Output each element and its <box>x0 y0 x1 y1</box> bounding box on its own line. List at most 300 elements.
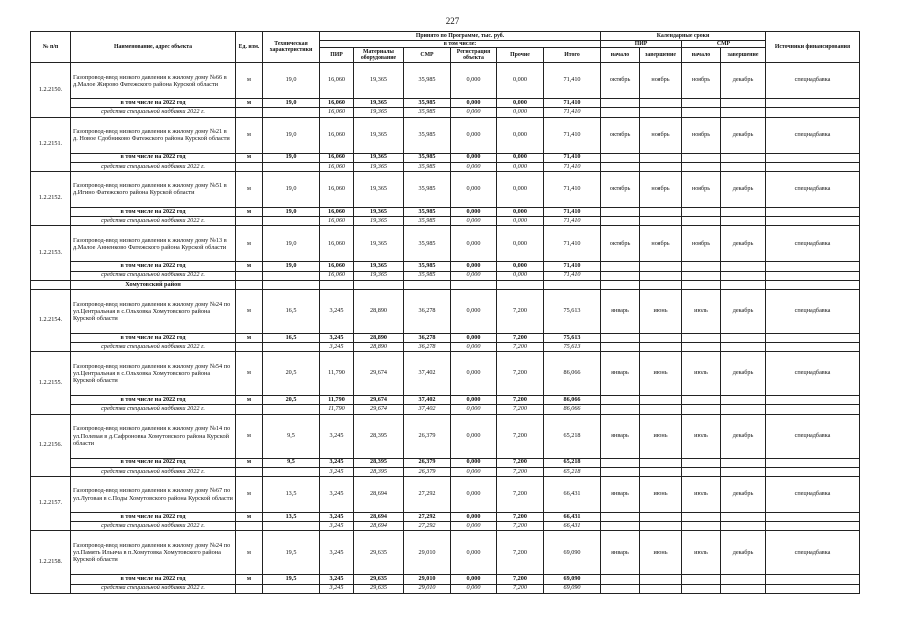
subtotal-tech-cell: 13,5 <box>263 513 320 522</box>
empty-cell <box>766 280 860 289</box>
empty-cell <box>682 396 721 405</box>
empty-cell <box>263 467 320 476</box>
header-unit: Ед. изм. <box>236 32 263 63</box>
reg-cell: 0,000 <box>451 414 497 458</box>
subtotal-label: в том числе на 2022 год <box>71 333 236 342</box>
subtotal-smr-cell: 37,402 <box>404 396 451 405</box>
page-number: 227 <box>445 16 460 26</box>
subtotal-mat-cell: 19,365 <box>354 153 404 162</box>
empty-cell <box>721 584 766 593</box>
subtotal-other-cell: 0,000 <box>497 262 544 271</box>
empty-cell <box>721 513 766 522</box>
subtotal-pir-cell: 16,060 <box>320 153 354 162</box>
total-cell: 86,066 <box>544 352 601 396</box>
subtotal-tech-cell: 16,5 <box>263 333 320 342</box>
materials-cell: 19,365 <box>354 171 404 207</box>
subtotal-total-cell: 71,410 <box>544 262 601 271</box>
empty-cell <box>354 280 404 289</box>
subtotal-tech-cell: 19,0 <box>263 262 320 271</box>
header-num: № п/п <box>31 32 71 63</box>
empty-cell <box>682 584 721 593</box>
subtotal-total-cell: 71,410 <box>544 99 601 108</box>
object-name: Газопровод-ввод низкого давления к жилому дому №67 по ул.Луговая в с.Поды Хомутовского района Курской области <box>71 477 236 513</box>
subtotal-mat-cell: 19,365 <box>354 99 404 108</box>
empty-cell <box>640 99 682 108</box>
total-cell: 71,410 <box>544 171 601 207</box>
empty-cell <box>640 405 682 414</box>
special-other-cell: 7,200 <box>497 343 544 352</box>
empty-cell <box>263 280 320 289</box>
subtotal-mat-cell: 29,674 <box>354 396 404 405</box>
empty-cell <box>721 108 766 117</box>
smr-cell: 35,985 <box>404 117 451 153</box>
empty-cell <box>601 584 640 593</box>
source-cell: спецнадбавка <box>766 171 860 207</box>
empty-cell <box>682 458 721 467</box>
empty-cell <box>721 271 766 280</box>
subtotal-smr-cell: 29,010 <box>404 575 451 584</box>
header-cal-pir: ПИР <box>601 41 682 48</box>
special-pir-cell: 16,060 <box>320 217 354 226</box>
subtotal-2022-row <box>31 153 860 162</box>
total-cell: 66,431 <box>544 477 601 513</box>
row-number: 1.2.2152. <box>31 171 71 225</box>
header-pir: ПИР <box>320 48 354 63</box>
empty-cell <box>640 207 682 216</box>
header-pir-end: завершение <box>640 48 682 63</box>
subtotal-unit-cell: м <box>236 99 263 108</box>
header-name: Наименование, адрес объекта <box>71 32 236 63</box>
subtotal-smr-cell: 35,985 <box>404 153 451 162</box>
subtotal-tech-cell: 9,5 <box>263 458 320 467</box>
subtotal-unit-cell: м <box>236 575 263 584</box>
total-cell: 71,410 <box>544 226 601 262</box>
row-number: 1.2.2151. <box>31 117 71 171</box>
header-total: Итого <box>544 48 601 63</box>
empty-cell <box>640 108 682 117</box>
empty-cell <box>640 467 682 476</box>
unit-cell: м <box>236 289 263 333</box>
subtotal-total-cell: 71,410 <box>544 207 601 216</box>
object-name: Газопровод-ввод низкого давления к жилому дому №14 по ул.Полевая в д.Сафроновка Хомутовского района Курской области <box>71 414 236 458</box>
empty-cell <box>236 217 263 226</box>
special-reg-cell: 0,000 <box>451 405 497 414</box>
empty-cell <box>721 522 766 531</box>
empty-cell <box>682 271 721 280</box>
empty-cell <box>766 333 860 342</box>
other-cell: 0,000 <box>497 117 544 153</box>
empty-cell <box>601 405 640 414</box>
special-total-cell: 86,066 <box>544 405 601 414</box>
pir-cell: 3,245 <box>320 414 354 458</box>
header-funds: Принято по Программе, тыс. руб. <box>320 32 601 41</box>
subtotal-2022-row <box>31 396 860 405</box>
subtotal-mat-cell: 28,395 <box>354 458 404 467</box>
subtotal-unit-cell: м <box>236 396 263 405</box>
subtotal-unit-cell: м <box>236 458 263 467</box>
unit-cell: м <box>236 352 263 396</box>
empty-cell <box>766 584 860 593</box>
smr-cell: 36,278 <box>404 289 451 333</box>
object-name: Газопровод-ввод низкого давления к жилому дому №66 в д.Малое Жирово Фатежского района Курской области <box>71 63 236 99</box>
header-cal-smr: СМР <box>682 41 766 48</box>
empty-cell <box>640 343 682 352</box>
row-number: 1.2.2155. <box>31 352 71 414</box>
special-fund-label: средства специальной надбавки 2022 г. <box>71 162 236 171</box>
special-fund-label: средства специальной надбавки 2022 г. <box>71 584 236 593</box>
empty-cell <box>682 99 721 108</box>
materials-cell: 28,890 <box>354 289 404 333</box>
subtotal-reg-cell: 0,000 <box>451 99 497 108</box>
empty-cell <box>263 271 320 280</box>
other-cell: 7,200 <box>497 352 544 396</box>
table-body <box>31 63 860 594</box>
pir-cell: 11,790 <box>320 352 354 396</box>
header-pir-start: начало <box>601 48 640 63</box>
subtotal-other-cell: 0,000 <box>497 153 544 162</box>
object-name: Газопровод-ввод низкого давления к жилому дому №51 в д.Игино Фатежского района Курской области <box>71 171 236 207</box>
pir-cell: 16,060 <box>320 226 354 262</box>
special-fund-row <box>31 162 860 171</box>
header-materials: Материалы оборудование <box>354 48 404 63</box>
pir-cell: 3,245 <box>320 289 354 333</box>
empty-cell <box>766 217 860 226</box>
empty-cell <box>640 513 682 522</box>
empty-cell <box>766 207 860 216</box>
header-calendar: Календарные сроки <box>601 32 766 41</box>
smr-end-cell: декабрь <box>721 63 766 99</box>
empty-cell <box>682 162 721 171</box>
special-other-cell: 0,000 <box>497 162 544 171</box>
special-smr-cell: 36,278 <box>404 343 451 352</box>
pir-start-cell: январь <box>601 414 640 458</box>
empty-cell <box>601 207 640 216</box>
subtotal-pir-cell: 11,790 <box>320 396 354 405</box>
empty-cell <box>640 522 682 531</box>
subtotal-total-cell: 66,431 <box>544 513 601 522</box>
empty-cell <box>601 280 640 289</box>
special-total-cell: 71,410 <box>544 162 601 171</box>
header-smr-start: начало <box>682 48 721 63</box>
subtotal-label: в том числе на 2022 год <box>71 458 236 467</box>
empty-cell <box>601 467 640 476</box>
empty-cell <box>721 405 766 414</box>
special-smr-cell: 26,379 <box>404 467 451 476</box>
empty-cell <box>601 343 640 352</box>
subtotal-pir-cell: 3,245 <box>320 333 354 342</box>
subtotal-pir-cell: 3,245 <box>320 458 354 467</box>
pir-end-cell: ноябрь <box>640 226 682 262</box>
pir-cell: 16,060 <box>320 63 354 99</box>
other-cell: 7,200 <box>497 414 544 458</box>
subtotal-label: в том числе на 2022 год <box>71 513 236 522</box>
subtotal-total-cell: 71,410 <box>544 153 601 162</box>
special-other-cell: 7,200 <box>497 522 544 531</box>
special-pir-cell: 3,245 <box>320 343 354 352</box>
smr-end-cell: декабрь <box>721 352 766 396</box>
empty-cell <box>682 108 721 117</box>
pir-start-cell: октябрь <box>601 226 640 262</box>
smr-start-cell: июль <box>682 477 721 513</box>
special-fund-label: средства специальной надбавки 2022 г. <box>71 108 236 117</box>
program-table-sheet <box>30 31 859 594</box>
unit-cell: м <box>236 414 263 458</box>
empty-cell <box>640 217 682 226</box>
pir-end-cell: июнь <box>640 352 682 396</box>
smr-end-cell: декабрь <box>721 171 766 207</box>
empty-cell <box>682 575 721 584</box>
subtotal-other-cell: 7,200 <box>497 396 544 405</box>
subtotal-reg-cell: 0,000 <box>451 207 497 216</box>
materials-cell: 19,365 <box>354 117 404 153</box>
smr-cell: 37,402 <box>404 352 451 396</box>
tech-cell: 20,5 <box>263 352 320 396</box>
empty-cell <box>766 162 860 171</box>
empty-cell <box>721 217 766 226</box>
empty-cell <box>721 280 766 289</box>
empty-cell <box>766 99 860 108</box>
subtotal-unit-cell: м <box>236 207 263 216</box>
tech-cell: 13,5 <box>263 477 320 513</box>
reg-cell: 0,000 <box>451 226 497 262</box>
subtotal-2022-row <box>31 575 860 584</box>
empty-cell <box>640 333 682 342</box>
empty-cell <box>236 467 263 476</box>
empty-cell <box>640 584 682 593</box>
special-reg-cell: 0,000 <box>451 271 497 280</box>
empty-cell <box>721 575 766 584</box>
smr-start-cell: ноябрь <box>682 171 721 207</box>
empty-cell <box>640 396 682 405</box>
empty-cell <box>236 280 263 289</box>
smr-start-cell: ноябрь <box>682 226 721 262</box>
empty-cell <box>682 333 721 342</box>
special-pir-cell: 3,245 <box>320 522 354 531</box>
empty-cell <box>640 162 682 171</box>
special-reg-cell: 0,000 <box>451 467 497 476</box>
empty-cell <box>236 343 263 352</box>
header-reg: Регистрация объекта <box>451 48 497 63</box>
subtotal-label: в том числе на 2022 год <box>71 396 236 405</box>
empty-cell <box>640 575 682 584</box>
special-other-cell: 0,000 <box>497 217 544 226</box>
row-number: 1.2.2154. <box>31 289 71 351</box>
special-mat-cell: 29,674 <box>354 405 404 414</box>
empty-cell <box>236 584 263 593</box>
tech-cell: 19,0 <box>263 226 320 262</box>
subtotal-total-cell: 75,613 <box>544 333 601 342</box>
empty-cell <box>451 280 497 289</box>
materials-cell: 29,635 <box>354 531 404 575</box>
subtotal-unit-cell: м <box>236 262 263 271</box>
source-cell: спецнадбавка <box>766 414 860 458</box>
subtotal-pir-cell: 3,245 <box>320 513 354 522</box>
header-tech: Техническая характеристики <box>263 32 320 63</box>
empty-cell <box>601 271 640 280</box>
subtotal-2022-row <box>31 207 860 216</box>
subtotal-smr-cell: 35,985 <box>404 99 451 108</box>
unit-cell: м <box>236 117 263 153</box>
smr-end-cell: декабрь <box>721 531 766 575</box>
special-fund-row <box>31 108 860 117</box>
subtotal-unit-cell: м <box>236 513 263 522</box>
subtotal-tech-cell: 19,5 <box>263 575 320 584</box>
object-row <box>31 226 860 262</box>
total-cell: 65,218 <box>544 414 601 458</box>
empty-cell <box>721 343 766 352</box>
special-other-cell: 7,200 <box>497 584 544 593</box>
special-other-cell: 0,000 <box>497 271 544 280</box>
special-smr-cell: 35,985 <box>404 271 451 280</box>
empty-cell <box>263 162 320 171</box>
subtotal-other-cell: 7,200 <box>497 575 544 584</box>
empty-cell <box>640 153 682 162</box>
total-cell: 71,410 <box>544 63 601 99</box>
special-fund-row <box>31 271 860 280</box>
subtotal-reg-cell: 0,000 <box>451 396 497 405</box>
subtotal-tech-cell: 19,0 <box>263 207 320 216</box>
reg-cell: 0,000 <box>451 531 497 575</box>
unit-cell: м <box>236 63 263 99</box>
subtotal-unit-cell: м <box>236 333 263 342</box>
special-reg-cell: 0,000 <box>451 584 497 593</box>
special-fund-row <box>31 405 860 414</box>
row-number: 1.2.2156. <box>31 414 71 476</box>
smr-start-cell: июль <box>682 414 721 458</box>
source-cell: спецнадбавка <box>766 531 860 575</box>
pir-cell: 3,245 <box>320 477 354 513</box>
tech-cell: 19,0 <box>263 117 320 153</box>
object-name: Газопровод-ввод низкого давления к жилому дому №13 в д.Малое Анненково Фатежского района Курской области <box>71 226 236 262</box>
special-other-cell: 7,200 <box>497 467 544 476</box>
empty-cell <box>544 280 601 289</box>
special-smr-cell: 35,985 <box>404 162 451 171</box>
tech-cell: 16,5 <box>263 289 320 333</box>
subtotal-2022-row <box>31 458 860 467</box>
object-row <box>31 117 860 153</box>
special-smr-cell: 29,010 <box>404 584 451 593</box>
smr-start-cell: ноябрь <box>682 63 721 99</box>
empty-cell <box>766 575 860 584</box>
object-row <box>31 352 860 396</box>
empty-cell <box>263 217 320 226</box>
subtotal-tech-cell: 19,0 <box>263 99 320 108</box>
smr-end-cell: декабрь <box>721 289 766 333</box>
subtotal-2022-row <box>31 99 860 108</box>
tech-cell: 19,5 <box>263 531 320 575</box>
smr-start-cell: июль <box>682 531 721 575</box>
subtotal-pir-cell: 3,245 <box>320 575 354 584</box>
object-row <box>31 171 860 207</box>
special-mat-cell: 19,365 <box>354 217 404 226</box>
special-mat-cell: 19,365 <box>354 271 404 280</box>
district-num <box>31 280 71 289</box>
other-cell: 0,000 <box>497 226 544 262</box>
special-mat-cell: 28,694 <box>354 522 404 531</box>
pir-start-cell: октябрь <box>601 171 640 207</box>
subtotal-mat-cell: 28,890 <box>354 333 404 342</box>
subtotal-tech-cell: 20,5 <box>263 396 320 405</box>
unit-cell: м <box>236 226 263 262</box>
pir-start-cell: октябрь <box>601 63 640 99</box>
object-row <box>31 63 860 99</box>
unit-cell: м <box>236 531 263 575</box>
subtotal-smr-cell: 35,985 <box>404 207 451 216</box>
pir-start-cell: январь <box>601 352 640 396</box>
subtotal-unit-cell: м <box>236 153 263 162</box>
special-other-cell: 0,000 <box>497 108 544 117</box>
empty-cell <box>640 280 682 289</box>
smr-start-cell: июль <box>682 289 721 333</box>
subtotal-mat-cell: 28,694 <box>354 513 404 522</box>
empty-cell <box>601 217 640 226</box>
special-fund-label: средства специальной надбавки 2022 г. <box>71 467 236 476</box>
special-fund-label: средства специальной надбавки 2022 г. <box>71 271 236 280</box>
pir-cell: 16,060 <box>320 117 354 153</box>
smr-end-cell: декабрь <box>721 117 766 153</box>
empty-cell <box>721 458 766 467</box>
subtotal-other-cell: 0,000 <box>497 99 544 108</box>
empty-cell <box>766 396 860 405</box>
row-number: 1.2.2150. <box>31 63 71 117</box>
object-name: Газопровод-ввод низкого давления к жилому дому №24 по ул.Память Ильича в п.Хомутовка Хомутовского района Курской области <box>71 531 236 575</box>
empty-cell <box>236 108 263 117</box>
special-pir-cell: 3,245 <box>320 467 354 476</box>
pir-end-cell: ноябрь <box>640 63 682 99</box>
pir-end-cell: ноябрь <box>640 117 682 153</box>
subtotal-smr-cell: 36,278 <box>404 333 451 342</box>
subtotal-pir-cell: 16,060 <box>320 207 354 216</box>
empty-cell <box>640 458 682 467</box>
empty-cell <box>601 108 640 117</box>
subtotal-pir-cell: 16,060 <box>320 99 354 108</box>
empty-cell <box>766 153 860 162</box>
source-cell: спецнадбавка <box>766 117 860 153</box>
other-cell: 7,200 <box>497 531 544 575</box>
pir-start-cell: январь <box>601 531 640 575</box>
subtotal-reg-cell: 0,000 <box>451 333 497 342</box>
source-cell: спецнадбавка <box>766 63 860 99</box>
subtotal-total-cell: 65,218 <box>544 458 601 467</box>
empty-cell <box>682 153 721 162</box>
special-fund-row <box>31 584 860 593</box>
empty-cell <box>640 262 682 271</box>
special-reg-cell: 0,000 <box>451 108 497 117</box>
empty-cell <box>682 405 721 414</box>
unit-cell: м <box>236 171 263 207</box>
empty-cell <box>236 271 263 280</box>
other-cell: 7,200 <box>497 477 544 513</box>
special-smr-cell: 35,985 <box>404 108 451 117</box>
tech-cell: 19,0 <box>263 63 320 99</box>
subtotal-2022-row <box>31 333 860 342</box>
subtotal-reg-cell: 0,000 <box>451 458 497 467</box>
subtotal-mat-cell: 29,635 <box>354 575 404 584</box>
pir-cell: 16,060 <box>320 171 354 207</box>
special-fund-label: средства специальной надбавки 2022 г. <box>71 217 236 226</box>
tech-cell: 9,5 <box>263 414 320 458</box>
district-row <box>31 280 860 289</box>
empty-cell <box>404 280 451 289</box>
special-smr-cell: 37,402 <box>404 405 451 414</box>
empty-cell <box>721 153 766 162</box>
empty-cell <box>263 584 320 593</box>
empty-cell <box>682 217 721 226</box>
source-cell: спецнадбавка <box>766 477 860 513</box>
smr-cell: 26,379 <box>404 414 451 458</box>
total-cell: 69,090 <box>544 531 601 575</box>
row-number: 1.2.2158. <box>31 531 71 593</box>
